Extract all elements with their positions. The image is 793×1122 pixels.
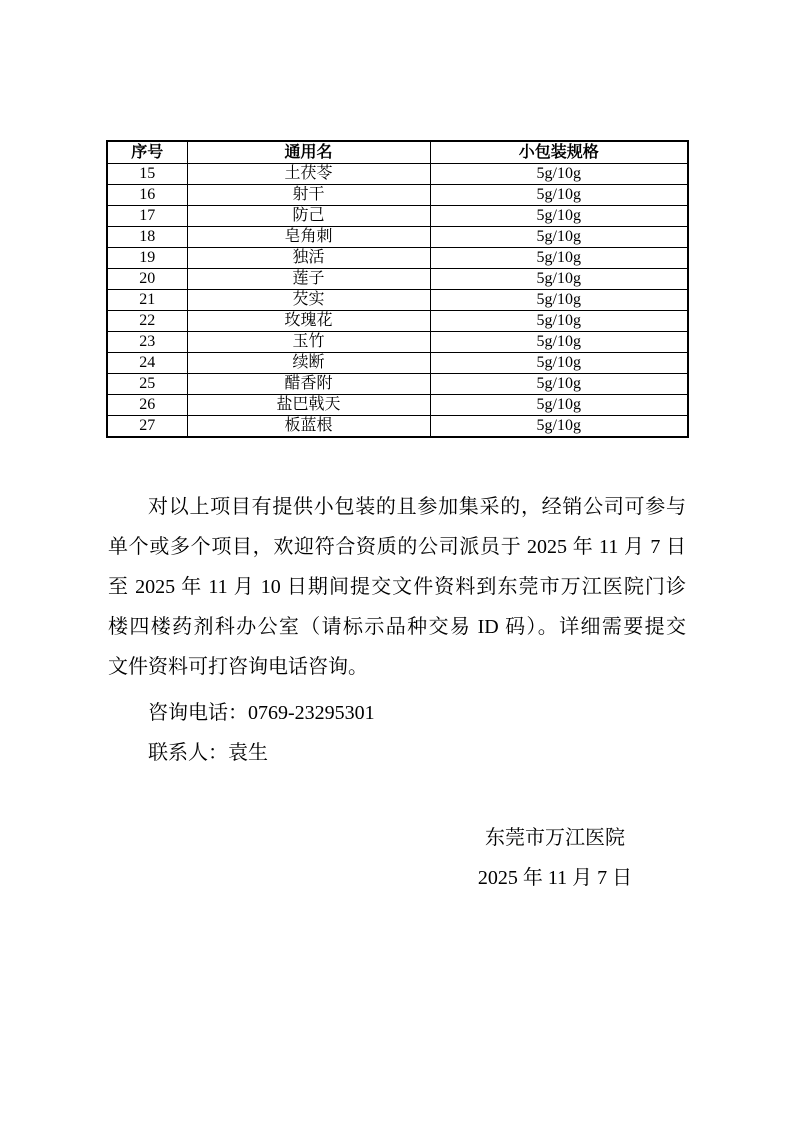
table-cell-index: 15: [107, 164, 187, 185]
table-cell-generic-name: 防己: [187, 206, 430, 227]
table-cell-generic-name: 玉竹: [187, 332, 430, 353]
signature-org: 东莞市万江医院: [485, 827, 625, 849]
table-cell-package-spec: 5g/10g: [430, 164, 688, 185]
table-cell-index: 21: [107, 290, 187, 311]
paragraph-line: 楼四楼药剂科办公室（请标示品种交易 ID 码）。详细需要提交: [108, 616, 686, 638]
paragraph-line: 文件资料可打咨询电话咨询。: [108, 656, 368, 678]
table-cell-generic-name: 盐巴戟天: [187, 395, 430, 416]
table-cell-generic-name: 板蓝根: [187, 416, 430, 438]
table-cell-index: 24: [107, 353, 187, 374]
paragraph-line: 对以上项目有提供小包装的且参加集采的，经销公司可参与: [148, 496, 686, 518]
phone-number: 0769-23295301: [248, 702, 375, 724]
signature-block: [405, 818, 705, 898]
phone-label: 咨询电话：: [148, 702, 248, 724]
column-header-index: 序号: [107, 141, 187, 164]
table-cell-package-spec: 5g/10g: [430, 290, 688, 311]
table-cell-package-spec: 5g/10g: [430, 206, 688, 227]
paragraph-line: 单个或多个项目，欢迎符合资质的公司派员于 2025 年 11 月 7 日: [108, 536, 686, 558]
signature-date: 2025 年 11 月 7 日: [477, 867, 633, 889]
table-cell-index: 23: [107, 332, 187, 353]
table-cell-generic-name: 莲子: [187, 269, 430, 290]
table-cell-generic-name: 射干: [187, 185, 430, 206]
table-cell-generic-name: 皂角刺: [187, 227, 430, 248]
table-row: [107, 248, 688, 269]
table-cell-index: 25: [107, 374, 187, 395]
table-cell-index: 22: [107, 311, 187, 332]
paragraph-line: 至 2025 年 11 月 10 日期间提交文件资料到东莞市万江医院门诊: [108, 576, 686, 598]
contact-person-name: 袁生: [228, 742, 268, 764]
contact-person-label: 联系人：: [148, 742, 228, 764]
table-row: [107, 311, 688, 332]
table-cell-package-spec: 5g/10g: [430, 353, 688, 374]
table-cell-package-spec: 5g/10g: [430, 374, 688, 395]
table-cell-generic-name: 醋香附: [187, 374, 430, 395]
table-cell-package-spec: 5g/10g: [430, 227, 688, 248]
table-row: [107, 185, 688, 206]
table-cell-index: 18: [107, 227, 187, 248]
phone-line: [108, 693, 686, 733]
table-row: [107, 353, 688, 374]
table-cell-generic-name: 独活: [187, 248, 430, 269]
column-header-package-spec: 小包装规格: [430, 141, 688, 164]
table-cell-index: 16: [107, 185, 187, 206]
table-row: [107, 374, 688, 395]
packaging-spec-table: [106, 140, 689, 438]
table-cell-generic-name: 土茯苓: [187, 164, 430, 185]
table-cell-index: 17: [107, 206, 187, 227]
table-row: [107, 416, 688, 438]
contact-person-line: [108, 733, 686, 773]
contact-block: [108, 693, 686, 773]
table-cell-generic-name: 芡实: [187, 290, 430, 311]
table-row: [107, 164, 688, 185]
table-row: [107, 269, 688, 290]
table-cell-generic-name: 玫瑰花: [187, 311, 430, 332]
table-cell-package-spec: 5g/10g: [430, 185, 688, 206]
table-row: [107, 290, 688, 311]
table-header-row: [107, 141, 688, 164]
table-cell-generic-name: 续断: [187, 353, 430, 374]
table-cell-package-spec: 5g/10g: [430, 248, 688, 269]
table-cell-package-spec: 5g/10g: [430, 395, 688, 416]
column-header-generic-name: 通用名: [187, 141, 430, 164]
table-row: [107, 332, 688, 353]
table-cell-index: 20: [107, 269, 187, 290]
table-cell-index: 19: [107, 248, 187, 269]
table-cell-index: 27: [107, 416, 187, 438]
table-row: [107, 395, 688, 416]
table-row: [107, 206, 688, 227]
table-row: [107, 227, 688, 248]
table-cell-package-spec: 5g/10g: [430, 416, 688, 438]
table-cell-package-spec: 5g/10g: [430, 311, 688, 332]
table-cell-index: 26: [107, 395, 187, 416]
notice-paragraph: [108, 487, 686, 687]
table-cell-package-spec: 5g/10g: [430, 269, 688, 290]
table-cell-package-spec: 5g/10g: [430, 332, 688, 353]
